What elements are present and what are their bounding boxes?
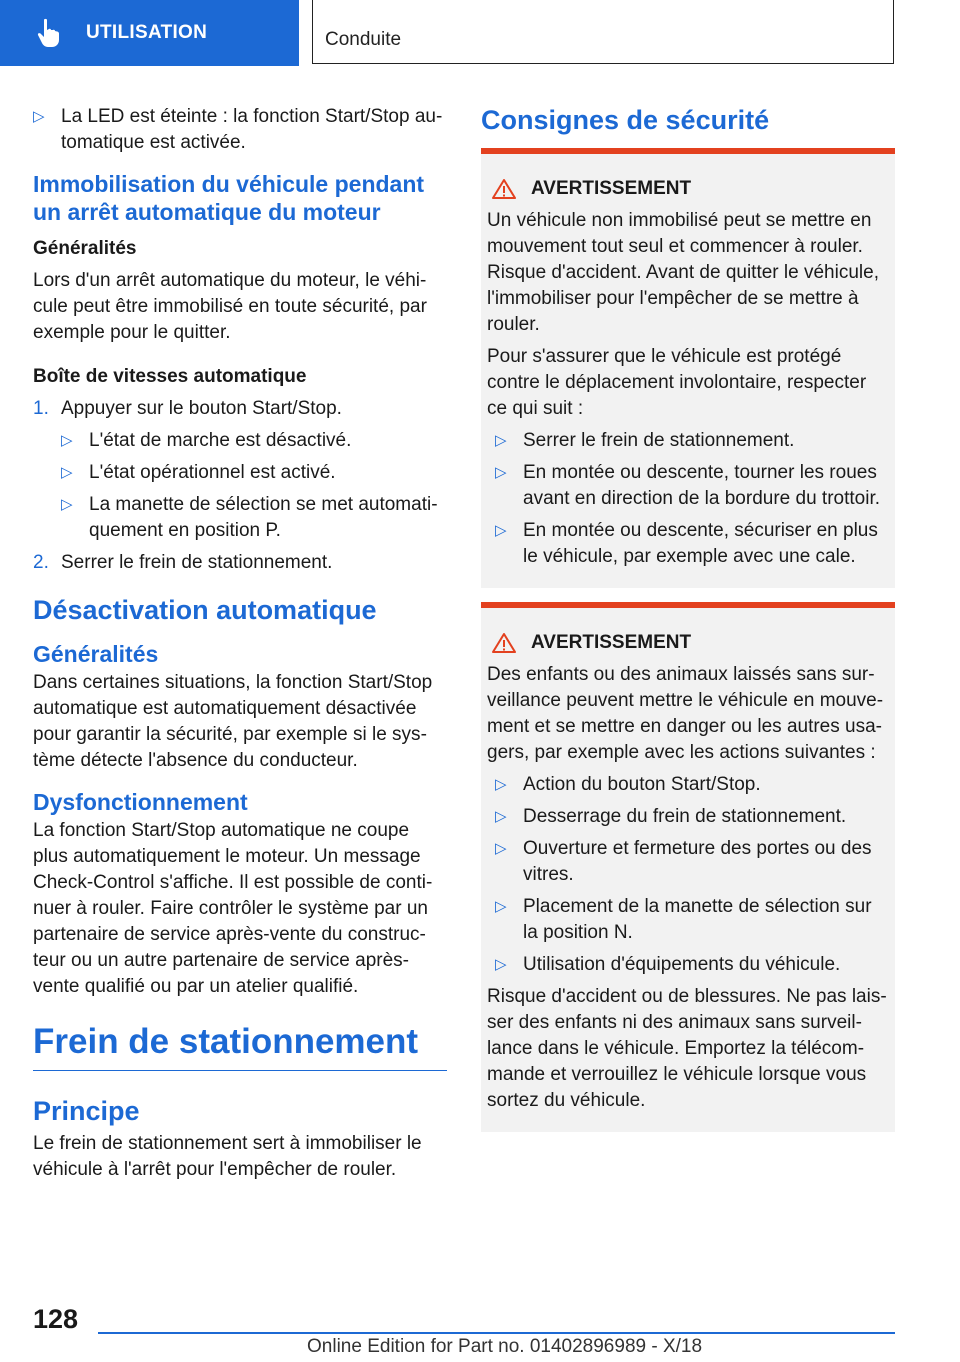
bullet-triangle-icon: ▷ — [495, 522, 507, 539]
list-item: ▷ La LED est éteinte : la fonction Start/Stop automatique est activée. — [33, 106, 443, 153]
heading-generalites: Généralités — [33, 238, 137, 259]
paragraph: Le frein de stationnement sert à immobiliser le véhicule à l'arrêt pour l'empêcher de rouler. — [33, 1133, 422, 1180]
list-item: ▷ Placement de la manette de sélection sur la position N. — [495, 896, 872, 943]
paragraph: Lors d'un arrêt automatique du moteur, le véhicule peut être immobilisé en toute sécurité, par exemple pour le quitter. — [33, 270, 427, 343]
warning-header — [487, 630, 887, 656]
list-item: ▷ En montée ou descente, sécuriser en plus le véhicule, par exemple avec une cale. — [495, 520, 878, 567]
warning-box — [481, 602, 895, 1132]
step-number: 2. — [33, 552, 49, 573]
warning-title: AVERTISSEMENT — [531, 632, 692, 653]
heading-immobilisation: Immobilisation du véhicule pendant un arrêt automatique du moteur — [33, 171, 425, 225]
paragraph: Des enfants ou des animaux laissés sans surveillance peuvent mettre le véhicule en mouvement et se mettre en danger ou les autres usagers, par exemple avec les actions suivantes : — [487, 664, 884, 763]
page-footer — [0, 1290, 960, 1362]
bullet-triangle-icon: ▷ — [495, 808, 507, 825]
chapter-label: Conduite — [325, 29, 402, 50]
paragraph: Pour s'assurer que le véhicule est protégé contre le déplacement involontaire, respecter ce qui suit : — [487, 346, 867, 419]
list-item: ▷ En montée ou descente, tourner les roues avant en direction de la bordure du trottoir. — [495, 462, 881, 509]
list-item: ▷ L'état opérationnel est activé. — [61, 460, 447, 486]
warning-box — [481, 148, 895, 588]
right-column — [481, 104, 895, 1146]
left-column — [33, 104, 447, 1189]
page-number: 128 — [33, 1304, 79, 1334]
heading-boite-vitesses: Boîte de vitesses automatique — [33, 366, 307, 387]
chapter-box — [312, 0, 894, 64]
bullet-triangle-icon: ▷ — [33, 108, 45, 125]
footer-rule — [98, 1332, 895, 1334]
paragraph: La fonction Start/Stop automatique ne coupe plus automatiquement le moteur. Un message Check-Control s'affiche. Il est possible de continuer à rouler. Faire contrôler le système par un partenaire de service après-vente du constructeur ou un autre partenaire de service après-vente qualifié ou par un atelier qualifié. — [33, 820, 433, 997]
heading-consignes-securite: Consignes de sécurité — [481, 105, 770, 135]
list-item: ▷ L'état de marche est désactivé. — [61, 428, 447, 454]
page-header — [0, 0, 960, 66]
bullet-triangle-icon: ▷ — [495, 464, 507, 481]
bullet-triangle-icon: ▷ — [495, 776, 507, 793]
warning-triangle-icon — [491, 178, 517, 200]
section-tab[interactable] — [0, 0, 299, 66]
paragraph: Un véhicule non immobilisé peut se mettre en mouvement tout seul et commencer à rouler. Risque d'accident. Avant de quitter le véhicule, l'immobiliser pour l'empêcher de se mettre à rouler. — [487, 210, 879, 335]
heading-frein-stationnement: Frein de stationnement — [33, 1022, 447, 1071]
heading-desactivation: Désactivation automatique — [33, 595, 377, 625]
list-item: ▷ Ouverture et fermeture des portes ou des vitres. — [495, 838, 872, 885]
paragraph: Dans certaines situations, la fonction Start/Stop automatique est automatiquement désactivée pour garantir la sécurité, par exemple si le système détecte l'absence du conducteur. — [33, 672, 433, 771]
step-number: 1. — [33, 398, 49, 419]
bullet-triangle-icon: ▷ — [61, 496, 73, 513]
bullet-triangle-icon: ▷ — [495, 898, 507, 915]
paragraph: Risque d'accident ou de blessures. Ne pas laisser des enfants ni des animaux sans surveillance dans le véhicule. Emportez la télécommande et verrouillez le véhicule lorsque vous sortez du véhicule. — [487, 986, 887, 1111]
warning-title: AVERTISSEMENT — [531, 178, 692, 199]
heading-principe: Principe — [33, 1096, 140, 1126]
bullet-triangle-icon: ▷ — [495, 840, 507, 857]
section-label: UTILISATION — [86, 22, 208, 43]
list-item: ▷ La manette de sélection se met automatiquement en position P. — [61, 494, 438, 541]
bullet-triangle-icon: ▷ — [61, 432, 73, 449]
list-item: ▷ Utilisation d'équipements du véhicule. — [495, 952, 887, 978]
heading-generalites: Généralités — [33, 641, 159, 667]
bullet-triangle-icon: ▷ — [495, 432, 507, 449]
hand-pointer-icon — [36, 17, 68, 49]
list-item: ▷ Action du bouton Start/Stop. — [495, 772, 887, 798]
heading-dysfonctionnement: Dysfonctionnement — [33, 789, 248, 815]
bullet-triangle-icon: ▷ — [61, 464, 73, 481]
list-item: ▷ Desserrage du frein de stationnement. — [495, 804, 887, 830]
step-item: 2. Serrer le frein de stationnement. — [33, 550, 447, 576]
bullet-triangle-icon: ▷ — [495, 956, 507, 973]
list-item: ▷ Serrer le frein de stationnement. — [495, 428, 887, 454]
step-item: 1. Appuyer sur le bouton Start/Stop. — [33, 396, 447, 422]
warning-triangle-icon — [491, 632, 517, 654]
warning-header — [487, 176, 887, 202]
edition-text: Online Edition for Part no. 01402896989 - X/18 — [307, 1336, 703, 1357]
